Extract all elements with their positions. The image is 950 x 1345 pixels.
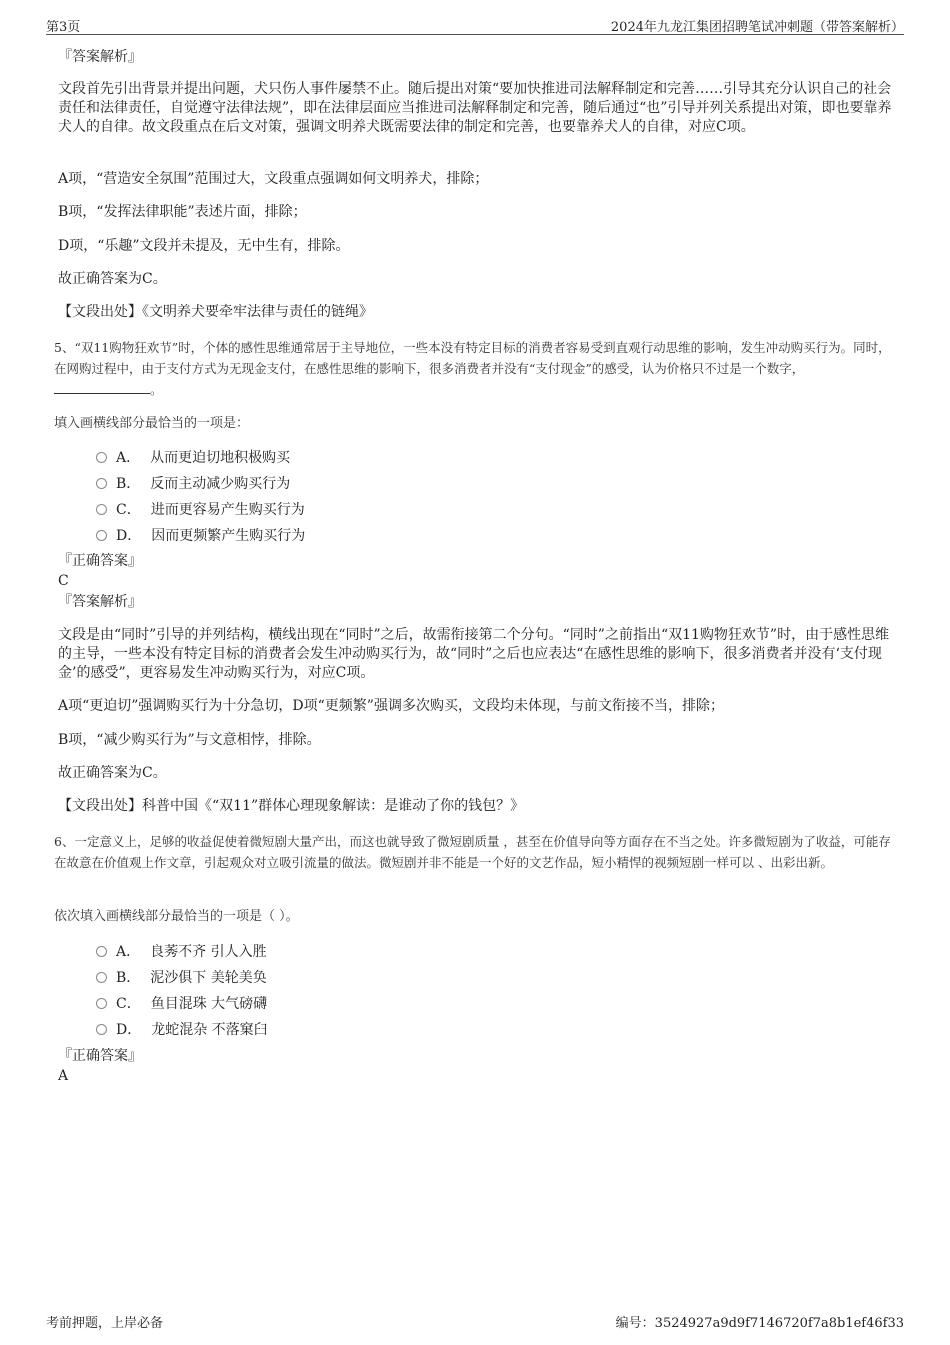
analysis-conclusion: 故正确答案为C。 (58, 765, 167, 781)
question-5-option-a[interactable]: A． 从而更迫切地积极购买 (96, 447, 290, 467)
analysis-label: 『答案解析』 (58, 594, 142, 610)
answer-blank (54, 381, 150, 394)
analysis-conclusion: 故正确答案为C。 (58, 271, 167, 287)
question-6-option-b[interactable]: B． 泥沙俱下 美轮美奂 (96, 967, 267, 987)
correct-answer-label: 『正确答案』 (58, 1048, 142, 1064)
question-6-option-a[interactable]: A． 良莠不齐 引人入胜 (96, 941, 267, 961)
question-5-stem-text: 5、“双11购物狂欢节”时，个体的感性思维通常居于主导地位，一些本没有特定目标的消费者容易受到直观行动思维的影响，发生冲动购买行为。同时，在网购过程中，由于支付方式为无现金支付，在感性思维的影响下，很多消费者并没有“支付现金”的感受，认为价格只不过是一个数字， (54, 340, 891, 376)
question-6-option-c[interactable]: C． 鱼目混珠 大气磅礴 (96, 993, 267, 1013)
radio-button[interactable] (96, 452, 107, 463)
document-id: 编号：3524927a9d9f7146720f7a8b1ef46f33 (615, 1316, 904, 1331)
question-5-prompt: 填入画横线部分最恰当的一项是： (54, 416, 250, 431)
radio-button[interactable] (96, 504, 107, 515)
question-5-option-d[interactable]: D． 因而更频繁产生购买行为 (96, 525, 305, 545)
radio-button[interactable] (96, 1024, 107, 1035)
analysis-point-a: A项，“营造安全氛围”范围过大，文段重点强调如何文明养犬，排除； (58, 171, 489, 187)
analysis-label: 『答案解析』 (58, 49, 142, 65)
analysis-point-b: B项，“减少购买行为”与文意相悖，排除。 (58, 732, 321, 748)
question-5-option-c[interactable]: C． 进而更容易产生购买行为 (96, 499, 305, 519)
analysis-text: 文段首先引出背景并提出问题，犬只伤人事件屡禁不止。随后提出对策“要加快推进司法解释制定和完善……引导其充分认识自己的社会责任和法律责任，自觉遵守法律法规”，即在法律层面应当推进司法解释制定和完善，随后通过“也”引导并列关系提出对策，即也要靠养犬人的自律。故文段重点在后文对策，强调文明养犬既需要法律的制定和完善，也要靠养犬人的自律，对应C项。 (58, 81, 892, 135)
correct-answer-label: 『正确答案』 (58, 553, 142, 569)
radio-button[interactable] (96, 530, 107, 541)
footer-slogan: 考前押题，上岸必备 (46, 1316, 164, 1331)
source-citation: 【文段出处】科普中国《“双11”群体心理现象解读：是谁动了你的钱包？》 (58, 798, 525, 814)
page-header (46, 14, 904, 35)
page-number: 第3页 (46, 20, 81, 35)
question-6-prompt: 依次填入画横线部分最恰当的一项是（ ）。 (54, 909, 299, 924)
question-5-stem-end: 。 (150, 382, 163, 397)
correct-answer: A (58, 1068, 69, 1084)
page-footer (46, 1312, 904, 1331)
radio-button[interactable] (96, 478, 107, 489)
source-citation: 【文段出处】《文明养犬要牵牢法律与责任的链绳》 (58, 304, 373, 320)
question-5-option-b[interactable]: B． 反而主动减少购买行为 (96, 473, 290, 493)
correct-answer: C (58, 573, 69, 589)
analysis-point-d: D项，“乐趣”文段并未提及，无中生有，排除。 (58, 238, 350, 254)
analysis-point-b: B项，“发挥法律职能”表述片面，排除； (58, 204, 307, 220)
question-6-stem: 6、一定意义上，足够的收益促使着微短剧大量产出，而这也就导致了微短剧质量 ，甚至在价值导向等方面存在不当之处。许多微短剧为了收益，可能存在故意在价值观上作文章，引起观众对立吸引流量的做法。微短剧并非不能是一个好的文艺作品，短小精悍的视频短剧一样可以 、出彩出新。 (54, 834, 891, 870)
document-title: 2024年九龙江集团招聘笔试冲刺题（带答案解析） (610, 20, 904, 35)
analysis-text: 文段是由“同时”引导的并列结构，横线出现在“同时”之后，故需衔接第二个分句。“同时”之前指出“双11购物狂欢节”时，由于感性思维的主导，一些本没有特定目标的消费者会发生冲动购买行为，故“同时”之后也应表达“在感性思维的影响下，很多消费者并没有‘支付现金’的感受”，更容易发生冲动购买行为，对应C项。 (58, 627, 890, 681)
analysis-point-ad: A项“更迫切”强调购买行为十分急切，D项“更频繁”强调多次购买，文段均未体现，与前文衔接不当，排除； (58, 698, 724, 714)
radio-button[interactable] (96, 972, 107, 983)
radio-button[interactable] (96, 946, 107, 957)
question-5-stem (54, 337, 900, 400)
radio-button[interactable] (96, 998, 107, 1009)
question-6-option-d[interactable]: D． 龙蛇混杂 不落窠臼 (96, 1019, 268, 1039)
